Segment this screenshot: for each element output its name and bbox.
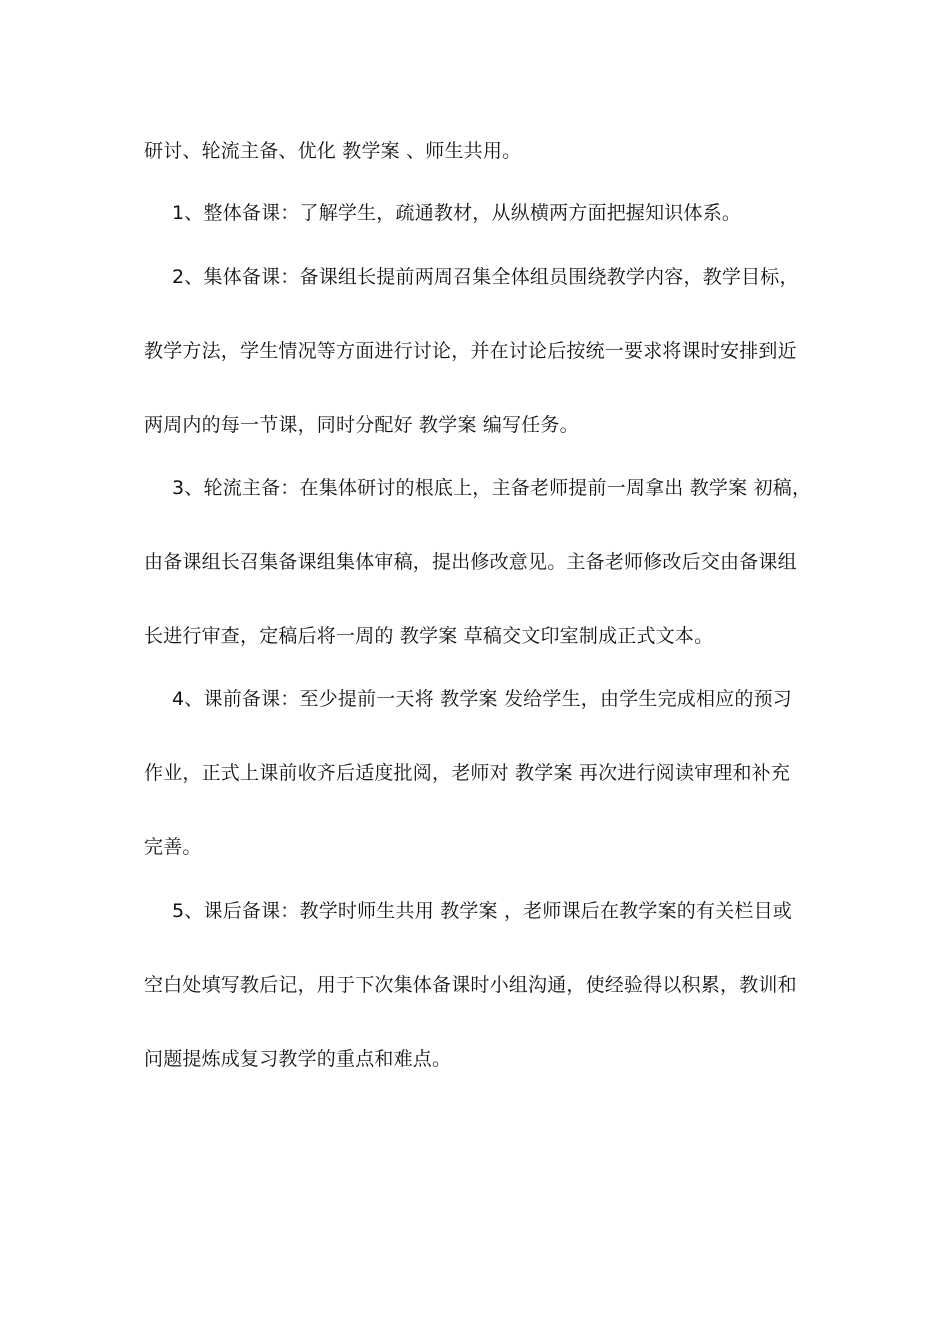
text-line: 教学方法，学生情况等方面进行讨论，并在讨论后按统一要求将课时安排到近 (144, 340, 797, 362)
text-line: 研讨、轮流主备、优化 教学案 、师生共用。 (144, 140, 522, 162)
text-line: 完善。 (144, 836, 202, 858)
list-item-1: 1、整体备课：了解学生，疏通教材，从纵横两方面把握知识体系。 (172, 202, 742, 224)
list-item-2: 2、集体备课：备课组长提前两周召集全体组员围绕教学内容，教学目标， (172, 266, 799, 288)
text-line: 问题提炼成复习教学的重点和难点。 (144, 1048, 452, 1070)
text-line: 长进行审查，定稿后将一周的 教学案 草稿交文印室制成正式文本。 (144, 625, 714, 647)
list-item-3: 3、轮流主备：在集体研讨的根底上，主备老师提前一周拿出 教学案 初稿， (172, 477, 812, 499)
text-line: 由备课组长召集备课组集体审稿，提出修改意见。主备老师修改后交由备课组 (144, 551, 797, 573)
list-item-5: 5、课后备课：教学时师生共用 教学案 ，老师课后在教学案的有关栏目或 (172, 900, 792, 922)
text-line: 两周内的每一节课，同时分配好 教学案 编写任务。 (144, 414, 579, 436)
text-line: 空白处填写教后记，用于下次集体备课时小组沟通，使经验得以积累，教训和 (144, 974, 797, 996)
list-item-4: 4、课前备课：至少提前一天将 教学案 发给学生，由学生完成相应的预习 (172, 688, 792, 710)
text-line: 作业，正式上课前收齐后适度批阅，老师对 教学案 再次进行阅读审理和补充 (144, 762, 791, 784)
